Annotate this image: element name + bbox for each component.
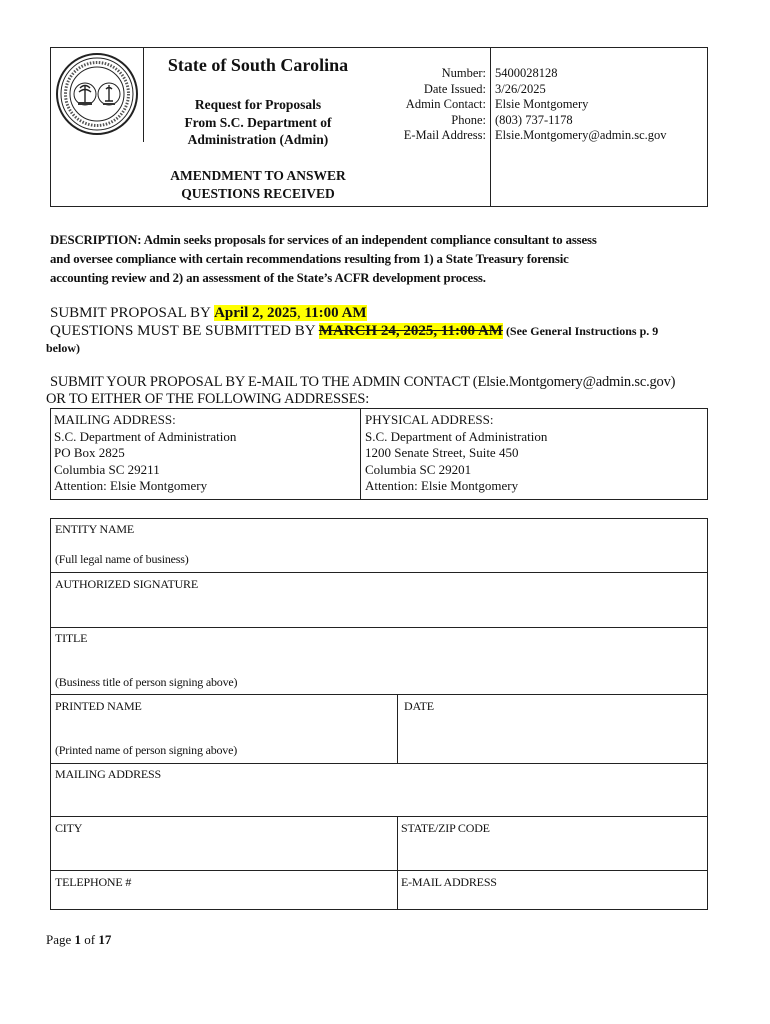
description (50, 231, 715, 288)
submit-proposal-line (50, 305, 367, 322)
entity-name-hint: (Full legal name of business) (55, 552, 189, 566)
form-rule (50, 627, 708, 628)
form-rule (50, 816, 708, 817)
submit-proposal-prefix: SUBMIT PROPOSAL BY (50, 305, 215, 321)
mailing-address-heading: MAILING ADDRESS: (54, 412, 176, 427)
form-rule (50, 870, 708, 871)
form-divider (397, 816, 398, 910)
physical-address-line: 1200 Senate Street, Suite 450 (365, 445, 519, 460)
admin-contact-value: Elsie Montgomery (495, 97, 589, 111)
header-info-labels (372, 66, 486, 144)
rfp-title (145, 96, 371, 149)
phone-label: Phone: (451, 112, 486, 127)
page-of: of (81, 932, 99, 947)
header-info-values (495, 66, 705, 144)
submit-proposal-time: 11:00 AM (304, 305, 367, 321)
questions-deadline-line (50, 323, 658, 340)
email-value: Elsie.Montgomery@admin.sc.gov (495, 128, 667, 142)
physical-address-block (365, 412, 695, 495)
email-instructions (46, 374, 746, 408)
description-line-3: accounting review and 2) an assessment of the State’s ACFR development process. (50, 271, 486, 285)
date-issued-label: Date Issued: (423, 81, 486, 96)
printed-name-label: PRINTED NAME (55, 699, 142, 713)
page-number (46, 932, 111, 948)
form-rule (50, 694, 708, 695)
state-seal-icon (55, 52, 139, 136)
state-title: State of South Carolina (167, 55, 349, 75)
form-rule (50, 572, 708, 573)
amendment-title (145, 167, 371, 202)
telephone-label: TELEPHONE # (55, 875, 132, 889)
physical-address-line: Columbia SC 29201 (365, 461, 472, 477)
header-divider-left (143, 47, 144, 142)
admin-contact-label: Admin Contact: (405, 97, 486, 111)
title-hint: (Business title of person signing above) (55, 675, 238, 689)
printed-name-hint: (Printed name of person signing above) (55, 743, 238, 757)
rfp-line-1: Request for Proposals (194, 97, 322, 112)
header-divider-right (490, 47, 491, 207)
page-prefix: Page (46, 932, 75, 947)
date-label: DATE (404, 699, 434, 713)
amendment-line-1: AMENDMENT TO ANSWER (170, 168, 346, 183)
number-value: 5400028128 (495, 66, 558, 80)
submit-proposal-sep: , (297, 305, 305, 321)
state-zip-label: STATE/ZIP CODE (401, 821, 490, 835)
description-line-2: and oversee compliance with certain recommendations resulting from 1) a State Treasury forensic (50, 252, 569, 266)
questions-struck-date: MARCH 24, 2025, 11:00 AM (318, 323, 503, 339)
email-address-label: E-MAIL ADDRESS (401, 875, 497, 889)
address-divider (360, 408, 361, 500)
email-label: E-Mail Address: (403, 128, 486, 142)
date-issued-value: 3/26/2025 (495, 81, 546, 96)
form-divider (397, 694, 398, 763)
mailing-address-label: MAILING ADDRESS (55, 767, 162, 781)
page-current: 1 (74, 932, 82, 947)
authorized-signature-label: AUTHORIZED SIGNATURE (55, 577, 198, 591)
email-instructions-line-1: SUBMIT YOUR PROPOSAL BY E-MAIL TO THE ADMIN CONTACT (Elsie.Montgomery@admin.sc.gov) (50, 374, 676, 390)
rfp-line-3: Administration (Admin) (187, 132, 329, 147)
mailing-address-line: S.C. Department of Administration (54, 428, 237, 444)
questions-note-continued: below) (46, 341, 80, 355)
entity-name-label: ENTITY NAME (55, 522, 135, 536)
description-line-1: DESCRIPTION: Admin seeks proposals for services of an independent compliance consultant to assess (50, 233, 597, 247)
mailing-address-line: Attention: Elsie Montgomery (54, 478, 208, 493)
form-rule (50, 763, 708, 764)
amendment-line-2: QUESTIONS RECEIVED (181, 185, 335, 201)
mailing-address-block (54, 412, 354, 495)
rfp-line-2: From S.C. Department of (184, 114, 332, 130)
submit-proposal-date: April 2, 2025 (214, 305, 297, 321)
number-label: Number: (441, 66, 486, 80)
physical-address-line: S.C. Department of Administration (365, 428, 548, 444)
physical-address-heading: PHYSICAL ADDRESS: (365, 412, 494, 427)
page-total: 17 (98, 932, 112, 947)
city-label: CITY (55, 821, 83, 835)
physical-address-line: Attention: Elsie Montgomery (365, 478, 519, 493)
title-label: TITLE (55, 631, 88, 645)
phone-value: (803) 737-1178 (495, 112, 573, 127)
mailing-address-line: PO Box 2825 (54, 445, 125, 460)
email-instructions-line-2: OR TO EITHER OF THE FOLLOWING ADDRESSES: (46, 391, 370, 407)
mailing-address-line: Columbia SC 29211 (54, 461, 160, 477)
questions-note: (See General Instructions p. 9 (502, 324, 659, 338)
questions-prefix: QUESTIONS MUST BE SUBMITTED BY (50, 323, 319, 339)
